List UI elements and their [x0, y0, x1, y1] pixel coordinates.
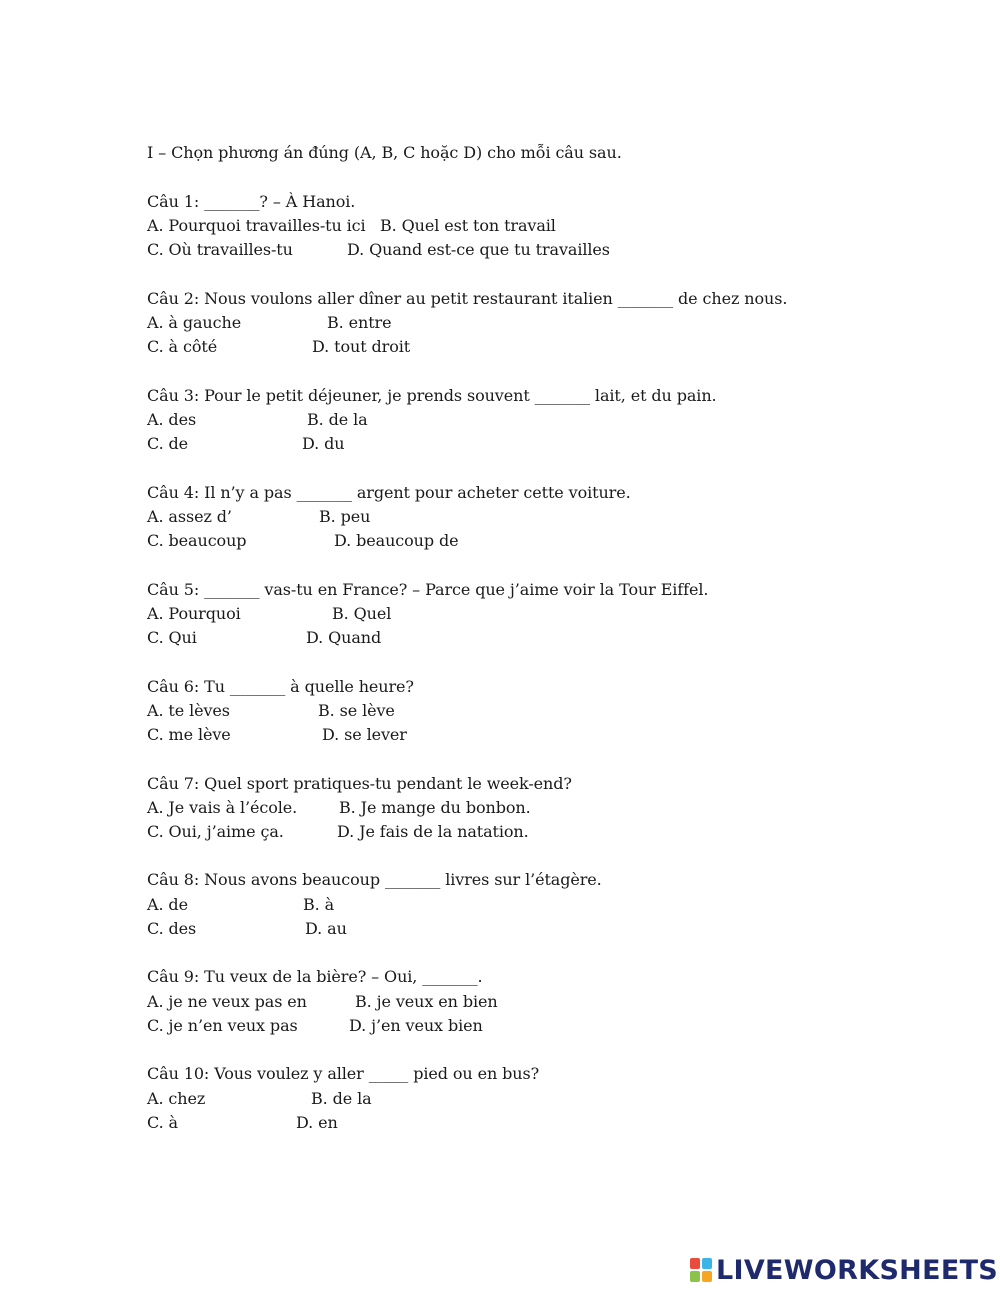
- option-d: D. Je fais de la natation.: [337, 822, 529, 842]
- option-c: C. je n’en veux pas: [147, 1016, 298, 1036]
- option-row: [147, 602, 927, 626]
- option-row: [147, 432, 927, 456]
- question-stem: Câu 8: Nous avons beaucoup _______ livres sur l’étagère.: [147, 870, 602, 890]
- option-row: [147, 796, 927, 820]
- brand-name: LIVEWORKSHEETS: [716, 1254, 999, 1286]
- option-row: [147, 1111, 927, 1135]
- option-row: [147, 1087, 927, 1111]
- option-a: A. à gauche: [147, 312, 242, 332]
- logo-square-green: [690, 1271, 700, 1282]
- option-c: C. de: [147, 434, 189, 454]
- question-stem: Câu 10: Vous voulez y aller _____ pied ou en bus?: [147, 1064, 540, 1084]
- logo-square-blue: [702, 1258, 712, 1269]
- question-3: [147, 384, 927, 457]
- option-d: D. en: [296, 1113, 338, 1133]
- option-a: A. chez: [147, 1088, 206, 1108]
- question-stem: Câu 4: Il n’y a pas _______ argent pour acheter cette voiture.: [147, 482, 631, 502]
- option-row: [147, 529, 927, 553]
- logo-square-red: [690, 1258, 700, 1269]
- option-d: D. Quand: [306, 628, 382, 648]
- question-stem: Câu 9: Tu veux de la bière? – Oui, _______.: [147, 967, 483, 987]
- option-b: B. de la: [307, 409, 368, 429]
- option-row: [147, 1014, 927, 1038]
- option-row: [147, 699, 927, 723]
- option-a: A. de: [147, 894, 188, 914]
- option-b: B. Je mange du bonbon.: [339, 797, 531, 817]
- option-d: D. Quand est-ce que tu travailles: [347, 240, 610, 260]
- question-stem: Câu 3: Pour le petit déjeuner, je prends souvent _______ lait, et du pain.: [147, 385, 717, 405]
- brand-logo: [690, 1254, 998, 1286]
- instruction: I – Chọn phương án đúng (A, B, C hoặc D) cho mỗi câu sau.: [147, 143, 622, 162]
- question-10: [147, 1062, 927, 1135]
- question-list: [147, 190, 927, 1136]
- liveworksheets-logo-icon: [690, 1258, 712, 1282]
- option-b: B. se lève: [318, 700, 395, 720]
- option-c: C. Oui, j’aime ça.: [147, 822, 284, 842]
- option-d: D. j’en veux bien: [349, 1016, 483, 1036]
- option-c: C. à côté: [147, 337, 218, 357]
- option-a: A. Pourquoi: [147, 603, 241, 623]
- option-row: [147, 893, 927, 917]
- option-row: [147, 723, 927, 747]
- question-2: [147, 287, 927, 360]
- option-d: D. beaucoup de: [334, 531, 459, 551]
- option-row: [147, 238, 927, 262]
- option-c: C. Qui: [147, 628, 197, 648]
- option-row: [147, 214, 927, 238]
- option-a: A. te lèves: [147, 700, 230, 720]
- option-d: D. tout droit: [312, 337, 411, 357]
- option-b: B. de la: [311, 1088, 372, 1108]
- option-b: B. Quel: [332, 603, 392, 623]
- option-row: [147, 917, 927, 941]
- option-a: A. Je vais à l’école.: [147, 797, 298, 817]
- option-b: B. je veux en bien: [355, 991, 498, 1011]
- option-row: [147, 311, 927, 335]
- question-6: [147, 675, 927, 748]
- option-d: D. au: [305, 919, 347, 939]
- option-b: B. entre: [327, 312, 392, 332]
- option-c: C. à: [147, 1113, 178, 1133]
- question-stem: Câu 1: _______? – À Hanoi.: [147, 191, 356, 211]
- option-a: A. des: [147, 409, 197, 429]
- question-stem: Câu 5: _______ vas-tu en France? – Parce que j’aime voir la Tour Eiffel.: [147, 579, 709, 599]
- question-8: [147, 868, 927, 941]
- question-stem: Câu 2: Nous voulons aller dîner au petit restaurant italien _______ de chez nous.: [147, 288, 788, 308]
- question-1: [147, 190, 927, 263]
- question-stem: Câu 6: Tu _______ à quelle heure?: [147, 676, 414, 696]
- question-4: [147, 481, 927, 554]
- option-row: [147, 990, 927, 1014]
- option-d: D. du: [302, 434, 345, 454]
- option-a: A. assez d’: [147, 506, 232, 526]
- option-d: D. se lever: [322, 725, 407, 745]
- option-b: B. à: [303, 894, 335, 914]
- option-c: C. me lève: [147, 725, 231, 745]
- worksheet: [147, 141, 927, 1159]
- option-c: C. beaucoup: [147, 531, 247, 551]
- option-row: [147, 335, 927, 359]
- option-row: [147, 408, 927, 432]
- option-row: [147, 820, 927, 844]
- logo-square-orange: [702, 1271, 712, 1282]
- question-5: [147, 578, 927, 651]
- option-a: A. je ne veux pas en: [147, 991, 307, 1011]
- option-a: A. Pourquoi travailles-tu ici: [147, 215, 366, 235]
- question-9: [147, 965, 927, 1038]
- option-row: [147, 505, 927, 529]
- option-row: [147, 626, 927, 650]
- question-7: [147, 772, 927, 845]
- option-c: C. Où travailles-tu: [147, 240, 293, 260]
- option-b: B. peu: [319, 506, 371, 526]
- question-stem: Câu 7: Quel sport pratiques-tu pendant le week-end?: [147, 773, 572, 793]
- option-c: C. des: [147, 919, 197, 939]
- option-b: B. Quel est ton travail: [380, 215, 556, 235]
